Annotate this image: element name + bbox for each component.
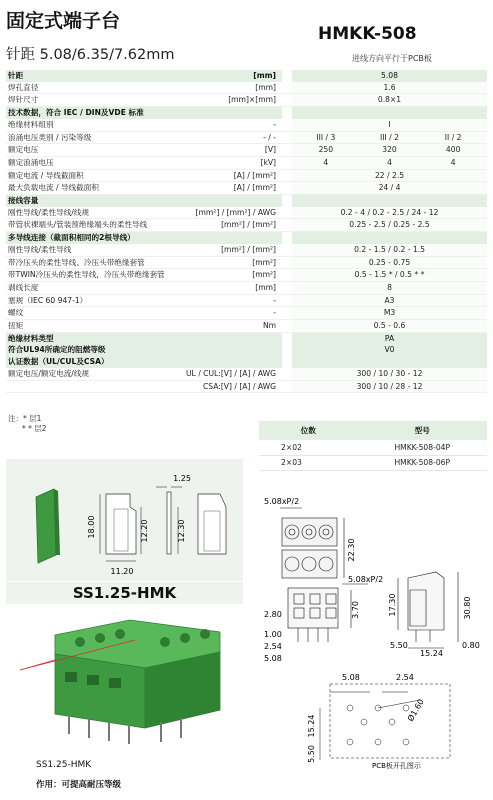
spec-row-torque: 扭矩 Nm 0.5 - 0.6 <box>6 320 487 333</box>
spec-row-pin: 焊针尺寸 [mm]×[mm] 0.8×1 <box>6 94 487 107</box>
spec-row-max-current: 最大负载电流 / 导线截面积 [A] / [mm²] 24 / 4 <box>6 182 487 195</box>
model-subtitle: 进线方向平行于PCB板 <box>352 54 432 63</box>
spec-row-rated-voltage: 额定电压 [V] 250 320 400 <box>6 144 487 157</box>
dim-pcb-5-08: 5.08 <box>342 673 360 682</box>
dim-pcb-hole: Ø1.60 <box>405 697 426 723</box>
spec-row-ferrule-flex: 带管状裸端头/管装预绝缘端头的柔性导线 [mm²] / [mm²] 0.25 - 2.5 / 0.25 - 2.5 <box>6 219 487 232</box>
spec-section-tech: 技术数据，符合 IEC / DIN及VDE 标准 <box>6 107 487 119</box>
dim-5-08: 5.08 <box>264 654 282 663</box>
spec-row-multi-ferrule: 带冷压头的柔性导线、冷压头带绝缘套管 [mm²] 0.25 - 0.75 <box>6 256 487 269</box>
spec-row-rated-surge: 额定浪涌电压 [kV] 4 4 4 <box>6 156 487 169</box>
table-row: 2×02 HMKK-508-04P <box>259 440 487 455</box>
spec-row-strip-length: 剥线长度 [mm] 8 <box>6 281 487 294</box>
note-layer2: * * 层2 <box>22 424 47 433</box>
dim-18-00: 18.00 <box>87 515 96 539</box>
accessory-drawing-panel <box>6 459 243 581</box>
dim-17-30: 17.30 <box>388 593 397 617</box>
pcb-hole-drawing <box>300 670 480 775</box>
pcb-hole-label: PCB板开孔图示 <box>372 762 421 770</box>
dim-1-25: 1.25 <box>173 474 191 483</box>
dim-22-30: 22.30 <box>347 538 356 562</box>
page-title: 固定式端子台 <box>6 10 121 32</box>
table-row: 2×03 HMKK-508-06P <box>259 455 487 471</box>
spec-section-multi: 多导线连接（截面积相同的2根导线） <box>6 232 487 244</box>
product-caption: SS1.25-HMK <box>36 760 92 770</box>
dim-pitch-mid: 5.08xP/2 <box>348 575 384 584</box>
dim-2-80: 2.80 <box>264 610 282 619</box>
dim-pcb-15-24: 15.24 <box>307 714 316 738</box>
dim-15-24: 15.24 <box>420 649 443 658</box>
dim-pcb-5-50: 5.50 <box>307 745 316 763</box>
order-table <box>259 421 487 471</box>
product-image <box>20 610 250 755</box>
spec-section-wire: 接线容量 <box>6 195 487 207</box>
spec-row-rated-current: 额定电流 / 导线截面积 [A] / [mm²] 22 / 2.5 <box>6 169 487 182</box>
dim-11-20: 11.20 <box>110 567 134 576</box>
note-layer1: 注：* 层1 <box>8 414 42 423</box>
spec-row-multi-rigid: 刚性导线/柔性导线 [mm²] / [mm²] 0.2 - 1.5 / 0.2 - 1.5 <box>6 244 487 256</box>
spec-row-multi-twin: 带TWIN冷压头的柔性导线，冷压头带绝缘套管 [mm²] 0.5 - 1.5 * / 0.5 * * <box>6 269 487 282</box>
dim-12-20: 12.20 <box>140 519 149 543</box>
dim-0-80: 0.80 <box>462 641 480 650</box>
accessory-drawing <box>6 459 243 581</box>
spec-row-hole: 焊孔直径 [mm] 1.6 <box>6 82 487 94</box>
product-usage: 作用：可提高耐压等级 <box>36 780 122 790</box>
pitch-heading: 针距 5.08/6.35/7.62mm <box>6 47 175 63</box>
spec-row-screw: 螺纹 - M3 <box>6 307 487 320</box>
order-col-type: 型号 <box>358 421 487 440</box>
spec-row-material: 绝缘材料类型 PA <box>6 332 487 344</box>
dim-1-00: 1.00 <box>264 630 282 639</box>
spec-section-cert: 认证数据（UL/CUL及CSA） <box>6 356 487 368</box>
spec-row-pitch: 针距 [mm] 5.08 <box>6 70 487 82</box>
spec-row-flame: 符合UL94所确定的阻燃等级 V0 <box>6 344 487 356</box>
dim-30-80: 30.80 <box>463 596 472 620</box>
spec-row-csa: CSA:[V] / [A] / AWG 300 / 10 / 28 - 12 <box>6 380 487 393</box>
spec-row-surge-category: 浪涌电压类别 / 污染等级 - / - III / 3 III / 2 II / 2 <box>6 131 487 144</box>
accessory-label: SS1.25-HMK <box>6 581 243 604</box>
spec-row-rigid-flex: 刚性导线/柔性导线/线规 [mm²] / [mm²] / AWG 0.2 - 4 / 0.2 - 2.5 / 24 - 12 <box>6 207 487 219</box>
spec-row-insulation: 绝缘材料组别 - I <box>6 119 487 131</box>
spec-table <box>6 70 487 393</box>
dim-2-54: 2.54 <box>264 642 282 651</box>
footnotes <box>8 414 47 434</box>
spec-row-ul: 额定电压/额定电流/线规 UL / CUL:[V] / [A] / AWG 300 / 10 / 30 - 12 <box>6 368 487 380</box>
dim-12-30: 12.30 <box>177 519 186 543</box>
spec-row-gauge: 塞规（IEC 60 947-1） - A3 <box>6 294 487 307</box>
dim-5-50: 5.50 <box>390 641 408 650</box>
model-name: HMKK-508 <box>318 24 417 44</box>
dim-pitch-top: 5.08xP/2 <box>264 497 300 506</box>
dim-pcb-2-54: 2.54 <box>396 673 414 682</box>
order-col-pos: 位数 <box>259 421 358 440</box>
dim-3-70: 3.70 <box>351 601 360 619</box>
dimension-drawing <box>258 490 487 670</box>
